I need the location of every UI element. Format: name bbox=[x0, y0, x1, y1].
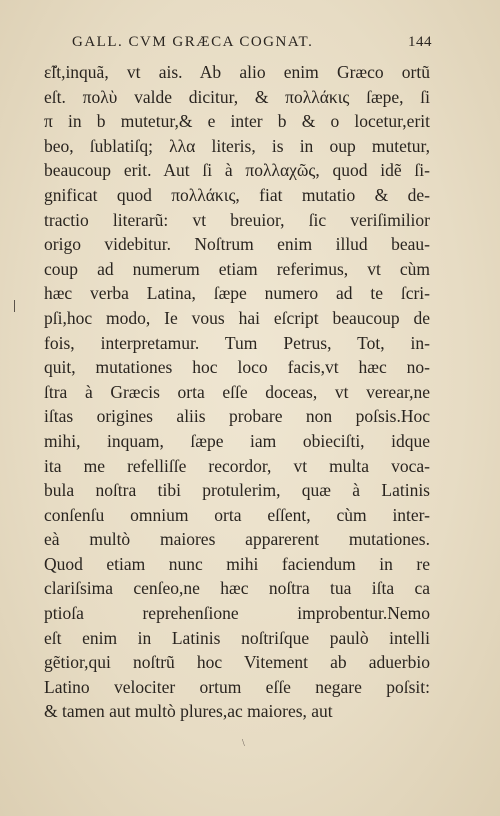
text-line: gẽtior,qui noſtrũ hoc Vitement ab aduerbio bbox=[44, 652, 430, 673]
running-title: GALL. CVM GRÆCA COGNAT. bbox=[72, 34, 314, 50]
text-line: conſenſu omnium orta eſſent, cùm inter- bbox=[44, 504, 430, 525]
text-line: pſi,hoc modo, Ie vous hai eſcript beaucoup de bbox=[44, 307, 430, 328]
text-line: bula noſtra tibi protulerim, quæ à Latinis bbox=[44, 480, 430, 501]
text-line: ɛ̃ſt,inquã, vt ais. Ab alio enim Græco ortũ bbox=[44, 62, 430, 82]
text-line: iſtas origines aliis probare non poſsis.Hoc bbox=[44, 406, 430, 427]
margin-mark bbox=[14, 300, 15, 312]
text-line: Quod etiam nunc mihi faciendum in re bbox=[44, 553, 430, 574]
body-text bbox=[44, 60, 430, 724]
text-line: hæc verba Latina, ſæpe numero ad te ſcri- bbox=[44, 283, 430, 304]
text-line: beaucoup erit. Aut ſi à πολλαχῶς, quod idẽ ſi- bbox=[44, 160, 430, 181]
text-line: ita me refelliſſe recordor, vt multa voca- bbox=[44, 455, 430, 476]
text-line: origo videbitur. Noſtrum enim illud beau- bbox=[44, 234, 430, 255]
text-line: tractio literarũ: vt breuior, ſic veriſimilior bbox=[44, 209, 430, 230]
text-line: ſtra à Græcis orta eſſe doceas, vt verear,ne bbox=[44, 381, 430, 402]
stray-ink-mark: \ bbox=[242, 738, 245, 749]
text-line: Latino velociter ortum eſſe negare poſsit: bbox=[44, 676, 430, 697]
text-line: π in b mutetur,& e inter b & o locetur,erit bbox=[44, 111, 430, 132]
text-line: eſt enim in Latinis noſtriſque paulò intelli bbox=[44, 627, 430, 648]
text-line: gnificat quod πολλάκις, fiat mutatio & de- bbox=[44, 184, 430, 205]
text-line: clariſsima cenſeo,ne hæc noſtra tua iſta ca bbox=[44, 578, 430, 599]
text-line: eà multò maiores apparerent mutationes. bbox=[44, 529, 430, 550]
text-line: & tamen aut multò plures,ac maiores, aut bbox=[44, 701, 333, 722]
text-line: fois, interpretamur. Tum Petrus, Tot, in- bbox=[44, 332, 430, 353]
page-number: 144 bbox=[408, 34, 432, 50]
text-line: coup ad numerum etiam referimus, vt cùm bbox=[44, 258, 430, 279]
running-header bbox=[72, 34, 432, 51]
text-line: quit, mutationes hoc loco facis,vt hæc no- bbox=[44, 357, 430, 378]
text-line: beo, ſublatiſq; λλα literis, is in oup mutetur, bbox=[44, 135, 430, 156]
text-line: eſt. πολὺ valde dicitur, & πολλάκις ſæpe, ſi bbox=[44, 86, 430, 107]
text-line: ptioſa reprehenſione improbentur.Nemo bbox=[44, 603, 430, 624]
text-line: mihi, inquam, ſæpe iam obieciſti, idque bbox=[44, 430, 430, 451]
